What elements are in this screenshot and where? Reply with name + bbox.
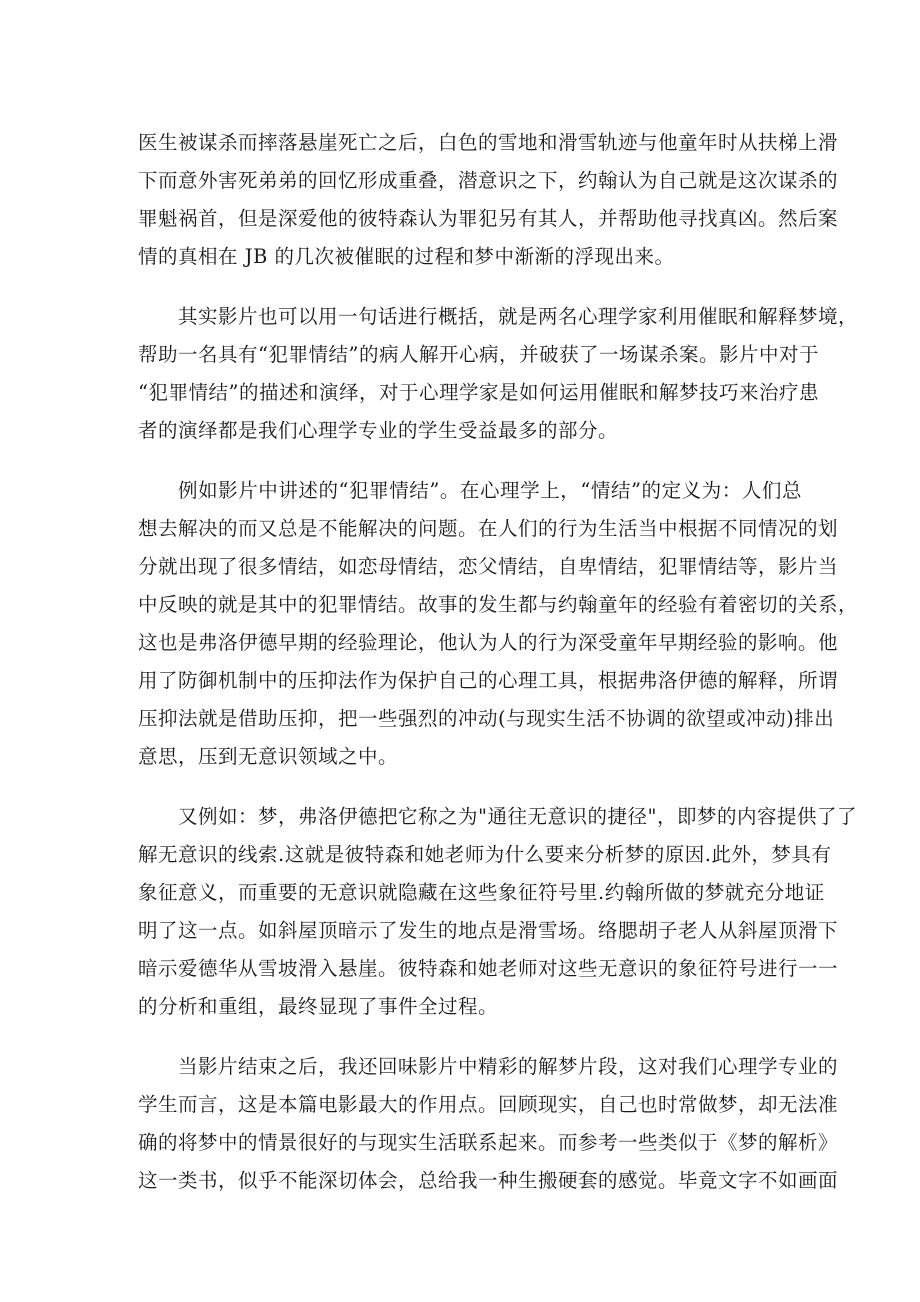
text-line: 想去解决的而又总是不能解决的问题。在人们的行为生活当中根据不同情况的划 <box>138 517 839 540</box>
text-line: 例如影片中讲述的“犯罪情结”。在心理学上，“情结”的定义为：人们总 <box>178 479 802 502</box>
text-line: 解无意识的线索.这就是彼特森和她老师为什么要来分析梦的原因.此外，梦具有 <box>138 843 832 866</box>
text-line: 学生而言，这是本篇电影最大的作用点。回顾现实，自己也时常做梦，却无法准 <box>138 1093 839 1116</box>
document-page <box>138 124 859 1222</box>
text-line: “犯罪情结”的描述和演绎，对于心理学家是如何运用催眠和解梦技巧来治疗患 <box>138 381 819 404</box>
text-line: 这一类书，似乎不能深切体会，总给我一种生搬硬套的感觉。毕竟文字不如画面 <box>138 1169 839 1192</box>
paragraph-2 <box>138 298 859 450</box>
paragraph-1 <box>138 124 839 276</box>
text-line: 确的将梦中的情景很好的与现实生活联系起来。而参考一些类似于《梦的解析》 <box>138 1131 839 1154</box>
text-line: 中反映的就是其中的犯罪情结。故事的发生都与约翰童年的经验有着密切的关系， <box>138 593 859 616</box>
text-line: 明了这一点。如斜屋顶暗示了发生的地点是滑雪场。络腮胡子老人从斜屋顶滑下 <box>138 919 839 942</box>
text-line: 又例如：梦，弗洛伊德把它称之为"通往无意识的捷径"，即梦的内容提供了了 <box>178 805 857 828</box>
text-line: 当影片结束之后，我还回味影片中精彩的解梦片段，这对我们心理学专业的 <box>178 1055 839 1078</box>
text-line: 象征意义，而重要的无意识就隐藏在这些象征符号里.约翰所做的梦就充分地证 <box>138 881 825 904</box>
paragraph-5 <box>138 1048 839 1200</box>
paragraph-3 <box>138 472 859 776</box>
text-line: 医生被谋杀而摔落悬崖死亡之后，白色的雪地和滑雪轨迹与他童年时从扶梯上滑 <box>138 131 839 154</box>
text-line: 意思，压到无意识领域之中。 <box>138 745 399 768</box>
text-line: 帮助一名具有“犯罪情结”的病人解开心病，并破获了一场谋杀案。影片中对于 <box>138 343 819 366</box>
text-line: 的分析和重组，最终显现了事件全过程。 <box>138 995 499 1018</box>
text-line: 其实影片也可以用一句话进行概括，就是两名心理学家利用催眠和解释梦境， <box>178 305 859 328</box>
text-line: 分就出现了很多情结，如恋母情结，恋父情结，自卑情结，犯罪情结等，影片当 <box>138 555 839 578</box>
text-line: 用了防御机制中的压抑法作为保护自己的心理工具，根据弗洛伊德的解释，所谓 <box>138 669 839 692</box>
text-line: 罪魁祸首，但是深爱他的彼特森认为罪犯另有其人，并帮助他寻找真凶。然后案 <box>138 207 839 230</box>
text-line: 下而意外害死弟弟的回忆形成重叠，潜意识之下，约翰认为自己就是这次谋杀的 <box>138 169 839 192</box>
paragraph-4 <box>138 798 857 1026</box>
text-line: 暗示爱德华从雪坡滑入悬崖。彼特森和她老师对这些无意识的象征符号进行一一 <box>138 957 839 980</box>
text-line: 这也是弗洛伊德早期的经验理论，他认为人的行为深受童年早期经验的影响。他 <box>138 631 839 654</box>
text-line: 者的演绎都是我们心理学专业的学生受益最多的部分。 <box>138 419 619 442</box>
text-line: 情的真相在 JB 的几次被催眠的过程和梦中渐渐的浮现出来。 <box>138 245 675 268</box>
text-line: 压抑法就是借助压抑，把一些强烈的冲动(与现实生活不协调的欲望或冲动)排出 <box>138 707 835 730</box>
